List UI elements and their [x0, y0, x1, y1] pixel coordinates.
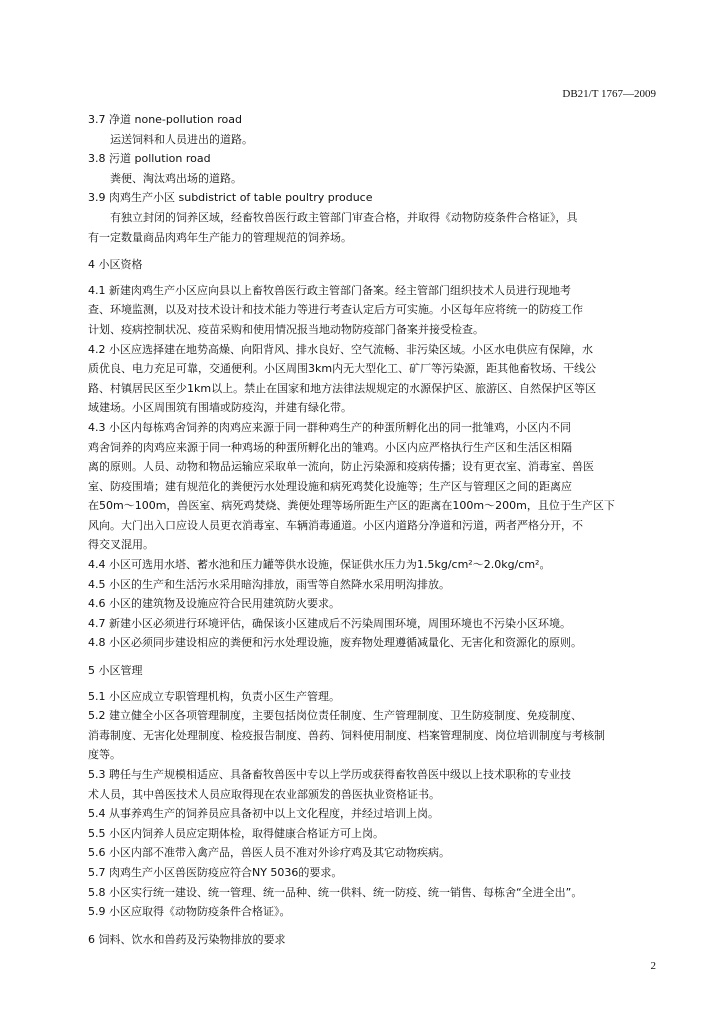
- clause-4-2-line: 质优良、电力充足可靠，交通便利。小区周围3km内无大型化工、矿厂等污染源，距其他畜牧场、干线公: [88, 362, 597, 376]
- clause-4-3-line: 风向。大门出入口应设人员更衣消毒室、车辆消毒通道。小区内道路分净道和污道，两者严格分开，不: [88, 518, 583, 532]
- clause-4-2-line: 域建场。小区周围筑有围墙或防疫沟，并建有绿化带。: [88, 401, 352, 415]
- clause-4-8: 4.8 小区必须同步建设相应的粪便和污水处理设施，废弃物处理遵循减量化、无害化和资源化的原则。: [88, 636, 582, 650]
- term-3-7-definition: 运送饲料和人员进出的道路。: [110, 132, 253, 146]
- clause-4-2-line: 4.2 小区应选择建在地势高燥、向阳背风、排水良好、空气流畅、非污染区域。小区水电供应有保障，水: [88, 342, 593, 356]
- clause-5-2-line: 消毒制度、无害化处理制度、检疫报告制度、兽药、饲料使用制度、档案管理制度、岗位培训制度与考核制: [88, 728, 605, 742]
- clause-5-9: 5.9 小区应取得《动物防疫条件合格证》。: [88, 905, 291, 919]
- clause-4-6: 4.6 小区的建筑物及设施应符合民用建筑防火要求。: [88, 597, 340, 611]
- clause-5-7: 5.7 肉鸡生产小区兽医防疫应符合NY 5036的要求。: [88, 865, 343, 879]
- clause-4-3-line: 4.3 小区内每栋鸡舍饲养的肉鸡应来源于同一群种鸡生产的种蛋所孵化出的同一批雏鸡，小区内不同: [88, 420, 571, 434]
- term-3-7-heading: 3.7 净道 none-pollution road: [88, 113, 242, 126]
- clause-5-1: 5.1 小区应成立专职管理机构，负责小区生产管理。: [88, 689, 340, 703]
- section-6-heading: 6 饲料、饮水和兽药及污染物排放的要求: [88, 932, 286, 946]
- section-4-heading: 4 小区资格: [88, 258, 143, 272]
- term-3-8-definition: 粪便、淘汰鸡出场的道路。: [110, 171, 242, 185]
- clause-5-3-line: 5.3 聘任与生产规模相适应、具备畜牧兽医中专以上学历或获得畜牧兽医中级以上技术职称的专业技: [88, 768, 571, 781]
- clause-4-3-line: 得交叉混用。: [88, 538, 154, 552]
- term-3-9-definition-line: 有独立封闭的饲养区域，经畜牧兽医行政主管部门审查合格，并取得《动物防疫条件合格证》，具: [110, 210, 578, 224]
- clause-4-2-line: 路、村镇居民区至少1km以上。禁止在国家和地方法律法规规定的水源保护区、旅游区、自然保护区等区: [88, 381, 597, 395]
- clause-5-6: 5.6 小区内部不准带入禽产品，兽医人员不准对外诊疗鸡及其它动物疾病。: [88, 846, 450, 860]
- clause-4-1-line: 4.1 新建肉鸡生产小区应向县以上畜牧兽医行政主管部门备案。经主管部门组织技术人员进行现地考: [88, 283, 571, 297]
- clause-4-3-line: 室、防疫围墙；建有规范化的粪便污水处理设施和病死鸡焚化设施等；生产区与管理区之间的距离应: [88, 479, 572, 493]
- clause-4-3-line: 在50m～100m，兽医室、病死鸡焚烧、粪便处理等场所距生产区的距离在100m～200m，且位于生产区下: [88, 499, 615, 513]
- clause-5-2-line: 度等。: [88, 748, 121, 762]
- section-5-heading: 5 小区管理: [88, 664, 143, 678]
- term-3-9-heading: 3.9 肉鸡生产小区 subdistrict of table poultry produce: [88, 191, 373, 205]
- clause-4-3-line: 鸡舍饲养的肉鸡应来源于同一种鸡场的种蛋所孵化出的雏鸡。小区内应严格执行生产区和生活区相隔: [88, 440, 572, 454]
- term-3-9-definition-line: 有一定数量商品肉鸡年生产能力的管理规范的饲养场。: [88, 230, 352, 244]
- clause-4-5: 4.5 小区的生产和生活污水采用暗沟排放，雨雪等自然降水采用明沟排放。: [88, 577, 450, 591]
- clause-4-7: 4.7 新建小区必须进行环境评估，确保该小区建成后不污染周围环境，周围环境也不污染小区环境。: [88, 616, 571, 630]
- document-code: DB21/T 1767—2009: [562, 88, 656, 100]
- clause-5-8: 5.8 小区实行统一建设、统一管理、统一品种、统一供料、统一防疫、统一销售、每栋舍“全进全出”。: [88, 885, 583, 899]
- clause-4-3-line: 离的原则。人员、动物和物品运输应采取单一流向，防止污染源和疫病传播；设有更衣室、消毒室、兽医: [88, 460, 594, 474]
- clause-4-1-line: 查、环境监测，以及对技术设计和技术能力等进行考查认定后方可实施。小区每年应将统一的防疫工作: [88, 303, 583, 317]
- page-number: 2: [650, 960, 656, 972]
- term-3-8-heading: 3.8 污道 pollution road: [88, 152, 211, 166]
- clause-5-3-line: 术人员，其中兽医技术人员应取得现在农业部颁发的兽医执业资格证书。: [88, 787, 440, 801]
- clause-5-2-line: 5.2 建立健全小区各项管理制度，主要包括岗位责任制度、生产管理制度、卫生防疫制度、免疫制度、: [88, 709, 582, 723]
- clause-4-1-line: 计划、疫病控制状况、疫苗采购和使用情况报当地动物防疫部门备案并接受检查。: [88, 322, 484, 336]
- clause-5-5: 5.5 小区内饲养人员应定期体检，取得健康合格证方可上岗。: [88, 826, 384, 840]
- clause-5-4: 5.4 从事养鸡生产的饲养员应具备初中以上文化程度，并经过培训上岗。: [88, 807, 439, 821]
- document-body: [88, 110, 658, 949]
- clause-4-4: 4.4 小区可选用水塔、蓄水池和压力罐等供水设施，保证供水压力为1.5kg/cm²～2.0kg/cm²。: [88, 558, 551, 572]
